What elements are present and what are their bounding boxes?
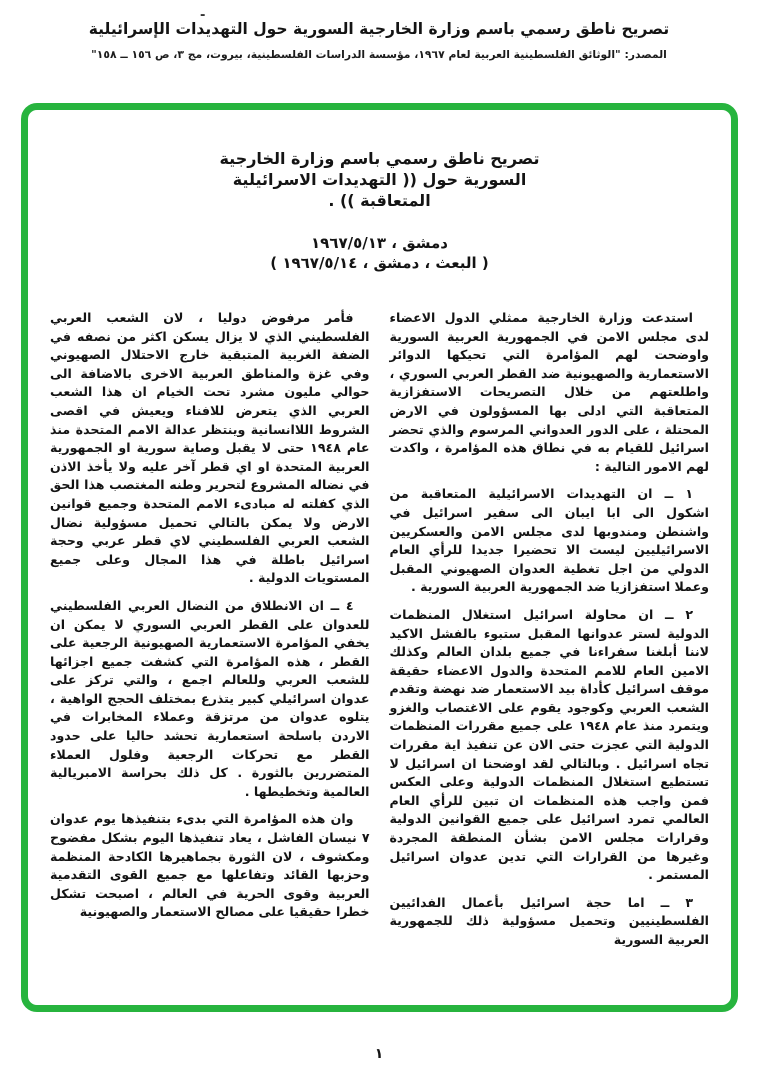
page-header [0,20,758,61]
body-paragraph: ٣ ــ اما حجة اسرائيل بأعمال الفدائيين الفلسطينيين وتحميل مسؤولية ذلك للجمهورية العربية السورية [389,894,709,947]
dateline-source: ( البعث ، دمشق ، ١٩٦٧/٥/١٤ ) [270,254,489,272]
green-border-box [21,103,738,1012]
dateline-damascus: دمشق ، ١٩٦٧/٥/١٣ [311,234,448,252]
page-title: تصريح ناطق رسمي باسم وزارة الخارجية السورية حول التهديدات الإسرائيلية [88,20,670,38]
document-title-line-2: السورية حول (( التهديدات الاسرائيلية [232,170,527,189]
document-title-line-3: المتعاقبة )) . [328,191,431,210]
body-paragraph: ٤ ــ ان الانطلاق من النضال العربي الفلسطيني للعدوان على القطر العربي السوري لا يمكن ان يخفي المؤامرة الاستعمارية الصهيونية الرجعية على القطر ، هذه المؤامرة التي كشفت جميع اجزائها للشعب العربي وللعالم اجمع ، والتي تركز على عدوان اسرائيلي كبير يتذرع بمختلف الحجج الواهية ، يتلوه عدوان من مرتزقة وعملاء المخابرات في الاردن باسلحة استعمارية تحشد حاليا على حدود القطر مع تحركات الرجعية وفلول العملاء المتضررين بالثورة . كل ذلك بحراسة الامبريالية العالمية وتخطيطها . [50,597,370,799]
document-title [28,148,731,211]
body-paragraph: ١ ــ ان التهديدات الاسرائيلية المتعاقبة من اشكول الى ابا ايبان الى سفير اسرائيل في واشنطن ومندوبها لدى مجلس الامن والعسكريين الاسرائيليين ليست الا تحضيرا جديدا للرأي العام الدولي من اجل تغطية العدوان الصهيوني المقبل وعملا استفزازيا ضد الجمهورية العربية السورية . [389,486,709,595]
source-citation: المصدر: "الوثائق الفلسطينية العربية لعام ١٩٦٧، مؤسسة الدراسات الفلسطينية، بيروت، مج ٣، ص ١٥٦ ــ ١٥٨" [91,48,667,61]
body-paragraph: استدعت وزارة الخارجية ممثلي الدول الاعضاء لدى مجلس الامن في الجمهورية العربية السورية واوضحت لهم المؤامرة التي تحيكها الدوائر الاستعمارية والصهيونية ضد القطر العربي السوري ، واطلعتهم من خلال التصريحات الاستفزازية المتعاقبة التي ادلى بها المسؤولون في الارض المحتلة ، على الدور العدواني المرسوم والذي تحضر اسرائيل للقيام به في نطاق هذه المؤامرة ، واكدت لهم الامور التالية : [389,310,709,474]
body-columns [28,309,731,959]
document-title-line-1: تصريح ناطق رسمي باسم وزارة الخارجية [219,149,540,168]
body-paragraph: فأمر مرفوض دوليا ، لان الشعب العربي الفلسطيني الذي لا يزال يسكن اكثر من نصفه في الضفة الغربية المتبقية خارج الاحتلال الصهيوني وفي غزة والمناطق العربية الاخرى بالاضافة الى حوالي مليون مشرد تحت الخيام ان هذا الشعب العربي الذي يتعرض للافناء ويعيش في اقصى الشروط اللاانسانية وينتظر عدالة الامم المتحدة منذ عام ١٩٤٨ حتى لا يقبل وصاية سورية او الجمهورية العربية المتحدة او اي قطر آخر عليه ولا يأخذ الاذن في نضاله المشروع لتحرير وطنه المغتصب هذا الحق الذي كفلته له مبادىء الامم المتحدة وجميع قوانين الارض ولا يمكن بالتالي تحميل مسؤولية نضال الشعب العربي الفلسطيني لاي قطر عربي وحجة اسرائيل باطلة في هذا المجال وعلى جميع المستويات الدولية . [50,310,370,586]
column-right [390,309,710,959]
document-dateline [28,233,731,273]
stray-mark: - [200,8,206,23]
body-paragraph: وان هذه المؤامرة التي بدىء بتنفيذها يوم عدوان ٧ نيسان الفاشل ، يعاد تنفيذها اليوم بشكل مفضوح ومكشوف ، لان الثورة بجماهيرها الكادحة المنظمة وحزبها القائد وتفاعلها مع جميع القوى التقدمية العربية وقوى الحرية في العالم ، اصبحت تشكل خطرا حقيقيا على مصالح الاستعمار والصهيونية [50,811,370,920]
body-paragraph: ٢ ــ ان محاولة اسرائيل استغلال المنظمات الدولية لستر عدوانها المقبل ستبوء بالفشل الاكيد لاننا أبلغنا سفراءنا في جميع بلدان العالم وكذلك الامين العام للامم المتحدة والدول الاعضاء حقيقة موقف اسرائيل كأداة بيد الاستعمار ضد نهضة وتقدم الشعب العربي وكوجود يقوم على الاغتصاب والغزو ويتمرد منذ عام ١٩٤٨ على جميع مقررات المنظمات الدولية التي عجزت حتى الان عن تنفيذ اية مقررات تجاه اسرائيل . وبالتالي لقد اوضحنا ان اسرائيل لا تستطيع استغلال المنظمات الدولية وعلى العكس فمن واجب هذه المنظمات ان تبين للرأي العام العالمي تمرد اسرائيل على جميع القوانين الدولية وقرارات مجلس الامن بشأن المنطقة المجردة وغيرها من القرارات التي تدين عدوان اسرائيل المستمر . [389,606,709,883]
column-left [50,309,370,959]
page-number: ١ [374,1046,384,1062]
